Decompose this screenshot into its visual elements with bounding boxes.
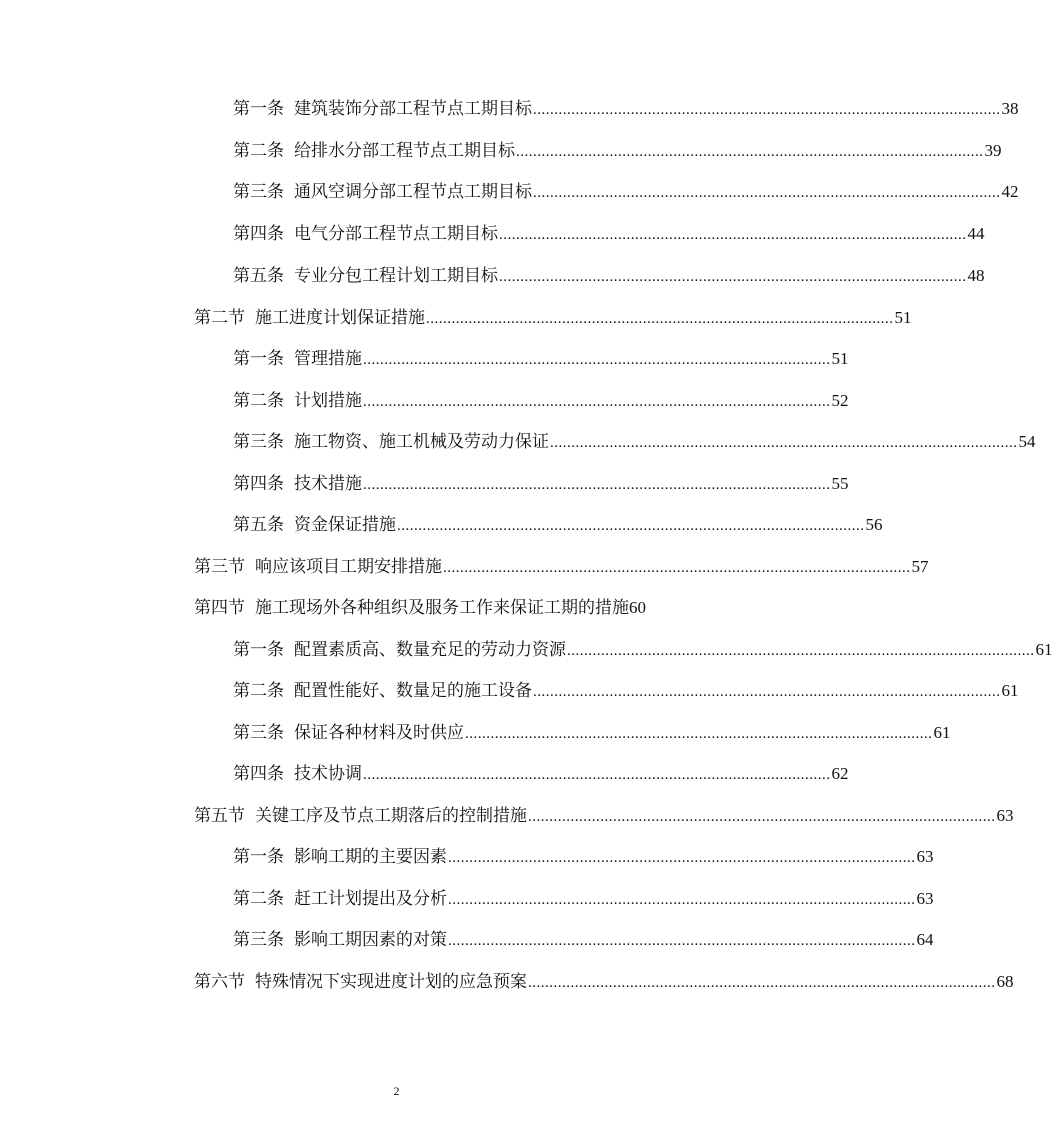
toc-entry[interactable] [233, 430, 1036, 455]
toc-entry-title: 资金保证措施 [294, 515, 396, 535]
toc-section-entry[interactable] [194, 804, 1014, 829]
toc-entry-page: 64 [916, 930, 934, 949]
toc-entry-label: 第二条 [233, 681, 284, 701]
dot-leader: .............................................................................................................. [533, 185, 1001, 201]
toc-entry[interactable] [233, 389, 849, 414]
toc-entry-page: 52 [831, 391, 849, 410]
toc-entry-label: 第二条 [233, 889, 284, 909]
dot-leader: .............................................................................................................. [533, 102, 1001, 118]
dot-leader: .............................................................................................................. [363, 394, 831, 410]
toc-section-entry[interactable] [194, 555, 929, 580]
dot-leader: .............................................................................................................. [516, 144, 984, 160]
toc-entry-label: 第四条 [233, 764, 284, 784]
toc-entry[interactable] [233, 222, 985, 247]
toc-entry-page: 38 [1001, 99, 1019, 118]
toc-entry-label: 第六节 [194, 972, 245, 992]
dot-leader: .............................................................................................................. [448, 850, 916, 866]
toc-entry-title: 管理措施 [294, 349, 362, 369]
toc-entry-title: 电气分部工程节点工期目标 [294, 224, 498, 244]
toc-entry-title: 建筑装饰分部工程节点工期目标 [294, 99, 532, 119]
toc-entry-title: 计划措施 [294, 391, 362, 411]
toc-entry-page: 51 [831, 349, 849, 368]
toc-entry-label: 第五条 [233, 266, 284, 286]
page-number: 2 [393, 1084, 400, 1098]
toc-entry-label: 第二节 [194, 308, 245, 328]
dot-leader: .............................................................................................................. [363, 767, 831, 783]
toc-entry-page: 61 [1035, 640, 1053, 659]
dot-leader: .............................................................................................................. [499, 269, 967, 285]
toc-entry-title: 专业分包工程计划工期目标 [294, 266, 498, 286]
toc-entry[interactable] [233, 347, 849, 372]
toc-section-entry[interactable] [194, 970, 1014, 995]
toc-entry[interactable] [233, 638, 1053, 663]
toc-entry-label: 第五节 [194, 806, 245, 826]
dot-leader: .............................................................................................................. [528, 809, 996, 825]
toc-entry-title: 保证各种材料及时供应 [294, 723, 464, 743]
toc-entry-title: 施工物资、施工机械及劳动力保证 [294, 432, 549, 452]
dot-leader: .............................................................................................................. [533, 684, 1001, 700]
toc-entry-page: 56 [865, 515, 883, 534]
dot-leader: .............................................................................................................. [397, 518, 865, 534]
toc-entry-title: 响应该项目工期安排措施 [255, 557, 442, 577]
toc-entry-page: 44 [967, 224, 985, 243]
toc-entry-title: 赶工计划提出及分析 [294, 889, 447, 909]
toc-entry-label: 第二条 [233, 391, 284, 411]
toc-entry-title: 特殊情况下实现进度计划的应急预案 [255, 972, 527, 992]
dot-leader: .............................................................................................................. [363, 352, 831, 368]
toc-entry-title: 影响工期的主要因素 [294, 847, 447, 867]
toc-entry-title: 给排水分部工程节点工期目标 [294, 141, 515, 161]
toc-entry-page: 63 [996, 806, 1014, 825]
toc-entry[interactable] [233, 472, 849, 497]
toc-entry-page: 61 [1001, 681, 1019, 700]
toc-entry-label: 第一条 [233, 349, 284, 369]
toc-entry-title: 施工现场外各种组织及服务工作来保证工期的措施 [255, 598, 629, 618]
toc-section-entry[interactable] [194, 596, 672, 620]
toc-entry-label: 第四条 [233, 474, 284, 494]
dot-leader: .............................................................................................................. [528, 975, 996, 991]
toc-section-entry[interactable] [194, 306, 912, 331]
toc-entry-page: 62 [831, 764, 849, 783]
toc-entry[interactable] [233, 513, 883, 538]
toc-entry-label: 第二条 [233, 141, 284, 161]
toc-entry-label: 第三条 [233, 182, 284, 202]
toc-entry-page: 51 [894, 308, 912, 327]
toc-entry-page: 60 [629, 598, 646, 617]
toc-entry-title: 配置素质高、数量充足的劳动力资源 [294, 640, 566, 660]
toc-entry[interactable] [233, 887, 934, 912]
toc-entry-label: 第一条 [233, 640, 284, 660]
toc-entry-page: 48 [967, 266, 985, 285]
toc-entry[interactable] [233, 928, 934, 953]
toc-entry-label: 第三节 [194, 557, 245, 577]
toc-entry-page: 63 [916, 847, 934, 866]
toc-entry-title: 技术协调 [294, 764, 362, 784]
toc-entry[interactable] [233, 721, 951, 746]
toc-entry-title: 施工进度计划保证措施 [255, 308, 425, 328]
toc-entry-label: 第五条 [233, 515, 284, 535]
toc-entry-label: 第四条 [233, 224, 284, 244]
toc-entry-label: 第一条 [233, 99, 284, 119]
toc-entry-title: 关键工序及节点工期落后的控制措施 [255, 806, 527, 826]
toc-entry[interactable] [233, 139, 1002, 164]
toc-entry-page: 63 [916, 889, 934, 908]
dot-leader: .............................................................................................................. [448, 933, 916, 949]
dot-leader: .............................................................................................................. [465, 726, 933, 742]
toc-entry-label: 第三条 [233, 930, 284, 950]
toc-entry-title: 技术措施 [294, 474, 362, 494]
dot-leader: .............................................................................................................. [448, 892, 916, 908]
dot-leader: .............................................................................................................. [426, 311, 894, 327]
toc-entry[interactable] [233, 762, 849, 787]
toc-entry-title: 通风空调分部工程节点工期目标 [294, 182, 532, 202]
toc-entry-page: 61 [933, 723, 951, 742]
dot-leader: .............................................................................................................. [567, 643, 1035, 659]
toc-entry-label: 第一条 [233, 847, 284, 867]
toc-entry-page: 42 [1001, 182, 1019, 201]
toc-entry-page: 68 [996, 972, 1014, 991]
toc-entry[interactable] [233, 180, 1019, 205]
toc-entry-title: 影响工期因素的对策 [294, 930, 447, 950]
toc-entry[interactable] [233, 679, 1019, 704]
dot-leader: .............................................................................................................. [443, 560, 911, 576]
toc-entry[interactable] [233, 264, 985, 289]
dot-leader: .............................................................................................................. [363, 477, 831, 493]
toc-entry-page: 55 [831, 474, 849, 493]
dot-leader: .............................................................................................................. [499, 227, 967, 243]
toc-entry-label: 第三条 [233, 723, 284, 743]
dot-leader: .............................................................................................................. [550, 435, 1018, 451]
toc-entry[interactable] [233, 97, 1019, 122]
toc-entry-label: 第四节 [194, 598, 245, 618]
toc-entry-title: 配置性能好、数量足的施工设备 [294, 681, 532, 701]
toc-entry-page: 54 [1018, 432, 1036, 451]
toc-entry[interactable] [233, 845, 934, 870]
toc-entry-label: 第三条 [233, 432, 284, 452]
toc-entry-page: 39 [984, 141, 1002, 160]
toc-entry-page: 57 [911, 557, 929, 576]
